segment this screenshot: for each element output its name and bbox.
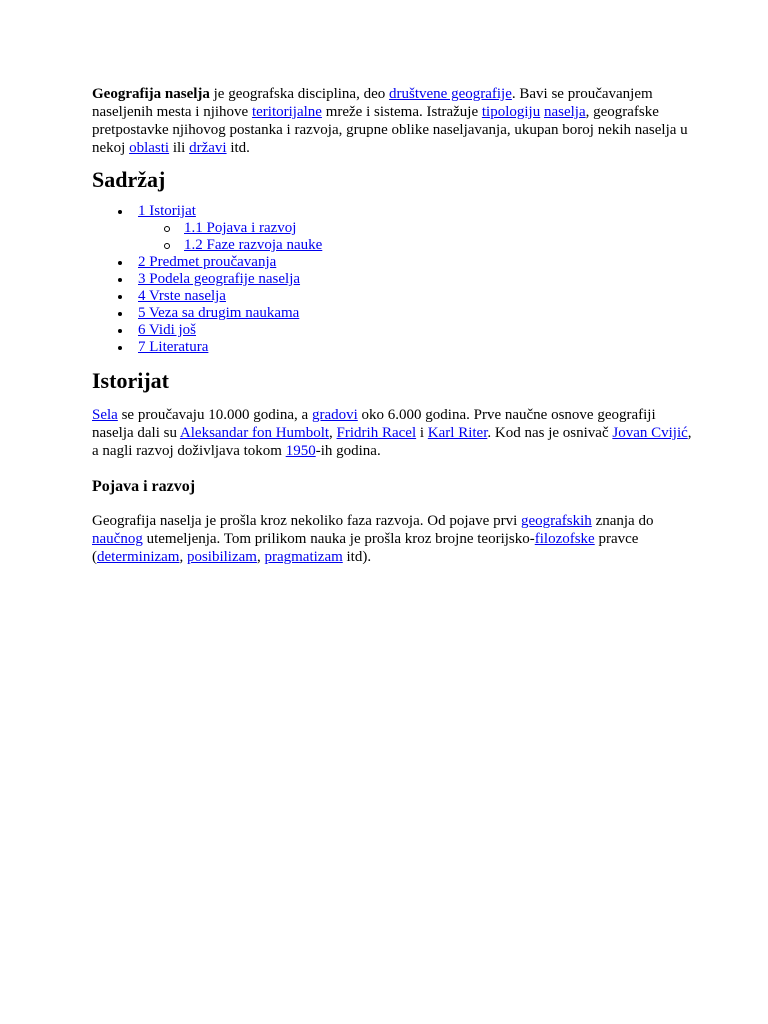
toc-item	[118, 322, 692, 339]
link-aleksandar-fon-humbolt[interactable]: Aleksandar fon Humbolt	[179, 425, 330, 441]
link-1950[interactable]: 1950	[285, 443, 316, 459]
istorijat-text: se proučavaju 10.000 godina, a	[117, 407, 312, 423]
link-gradovi[interactable]: gradovi	[311, 407, 358, 423]
intro-text: itd.	[226, 140, 250, 156]
pojava-text: ,	[179, 549, 187, 565]
link-geografskih[interactable]: geografskih	[521, 513, 592, 529]
toc-link-veza-sa-drugim-naukama[interactable]: 5 Veza sa drugim naukama	[138, 305, 300, 321]
toc-item	[118, 254, 692, 271]
link-filozofske[interactable]: filozofske	[534, 531, 595, 547]
istorijat-text: . Kod nas je osnivač	[487, 425, 613, 441]
link-oblasti[interactable]: oblasti	[129, 140, 170, 156]
toc-item	[118, 288, 692, 305]
link-sela[interactable]: Sela	[92, 407, 118, 423]
bold-term: Geografija naselja	[92, 86, 210, 102]
link-naucnog[interactable]: naučnog	[92, 531, 143, 547]
link-tipologiju[interactable]: tipologiju	[481, 104, 541, 120]
toc-link-predmet-proucavanja[interactable]: 2 Predmet proučavanja	[138, 254, 277, 270]
toc-link-podela-geografije-naselja[interactable]: 3 Podela geografije naselja	[138, 271, 301, 287]
pojava-paragraph	[92, 512, 692, 566]
toc-link-literatura[interactable]: 7 Literatura	[138, 339, 209, 355]
link-drzavi[interactable]: državi	[189, 140, 227, 156]
intro-text: . Bavi se proučavanjem naseljenih mesta i njihove	[92, 86, 653, 120]
link-naselja[interactable]: naselja	[543, 104, 586, 120]
pojava-text: znanja do	[591, 513, 654, 529]
istorijat-paragraph	[92, 406, 692, 460]
istorijat-text: oko 6.000 godina. Prve naučne osnove geografiji naselja dali su	[92, 407, 656, 441]
toc-item	[118, 339, 692, 356]
toc-heading: Sadržaj	[92, 167, 166, 192]
link-karl-riter[interactable]: Karl Riter	[427, 425, 488, 441]
toc-item	[118, 271, 692, 288]
toc-link-vidi-jos[interactable]: 6 Vidi još	[138, 322, 197, 338]
pojava-text: utemeljenja. Tom prilikom nauka je prošla kroz brojne teorijsko-	[142, 531, 535, 547]
link-determinizam[interactable]: determinizam	[97, 549, 180, 565]
toc-item	[118, 203, 692, 254]
toc-sublist	[138, 220, 692, 254]
istorijat-text: i	[416, 425, 428, 441]
istorijat-text: ,	[329, 425, 337, 441]
intro-text: ili	[169, 140, 190, 156]
toc-link-istorijat[interactable]: 1 Istorijat	[138, 203, 196, 219]
link-pragmatizam[interactable]: pragmatizam	[264, 549, 343, 565]
pojava-heading: Pojava i razvoj	[92, 478, 196, 495]
istorijat-text: , a nagli razvoj doživljava tokom	[92, 425, 692, 459]
pojava-text: itd).	[342, 549, 372, 565]
link-teritorijalne[interactable]: teritorijalne	[251, 104, 322, 120]
link-fridrih-racel[interactable]: Fridrih Racel	[336, 425, 417, 441]
toc-link-vrste-naselja[interactable]: 4 Vrste naselja	[138, 288, 226, 304]
link-drustvene-geografije[interactable]: društvene geografije	[389, 86, 512, 102]
pojava-text: ,	[256, 549, 265, 565]
intro-text: mreže i sistema. Istražuje	[321, 104, 482, 120]
toc-link-faze-razvoja-nauke[interactable]: 1.2 Faze razvoja nauke	[184, 237, 323, 253]
link-posibilizam[interactable]: posibilizam	[186, 549, 257, 565]
istorijat-text: -ih godina.	[315, 443, 381, 459]
pojava-text: pravce (	[92, 531, 639, 565]
istorijat-heading: Istorijat	[92, 368, 169, 393]
pojava-text: Geografija naselja je prošla kroz nekoliko faza razvoja. Od pojave prvi	[92, 513, 521, 529]
article-body	[92, 85, 692, 566]
toc-item	[118, 305, 692, 322]
intro-text: je geografska disciplina, deo	[209, 86, 389, 102]
intro-paragraph	[92, 85, 692, 157]
toc-subitem	[164, 237, 692, 254]
link-jovan-cvijic[interactable]: Jovan Cvijić	[612, 425, 688, 441]
toc-link-pojava-i-razvoj[interactable]: 1.1 Pojava i razvoj	[184, 220, 297, 236]
toc-subitem	[164, 220, 692, 237]
table-of-contents	[92, 203, 692, 356]
intro-text: , geografske pretpostavke njihovog postanka i razvoja, grupne oblike naseljavanja, ukupan boroj nekih naselja u nekoj	[92, 104, 688, 156]
